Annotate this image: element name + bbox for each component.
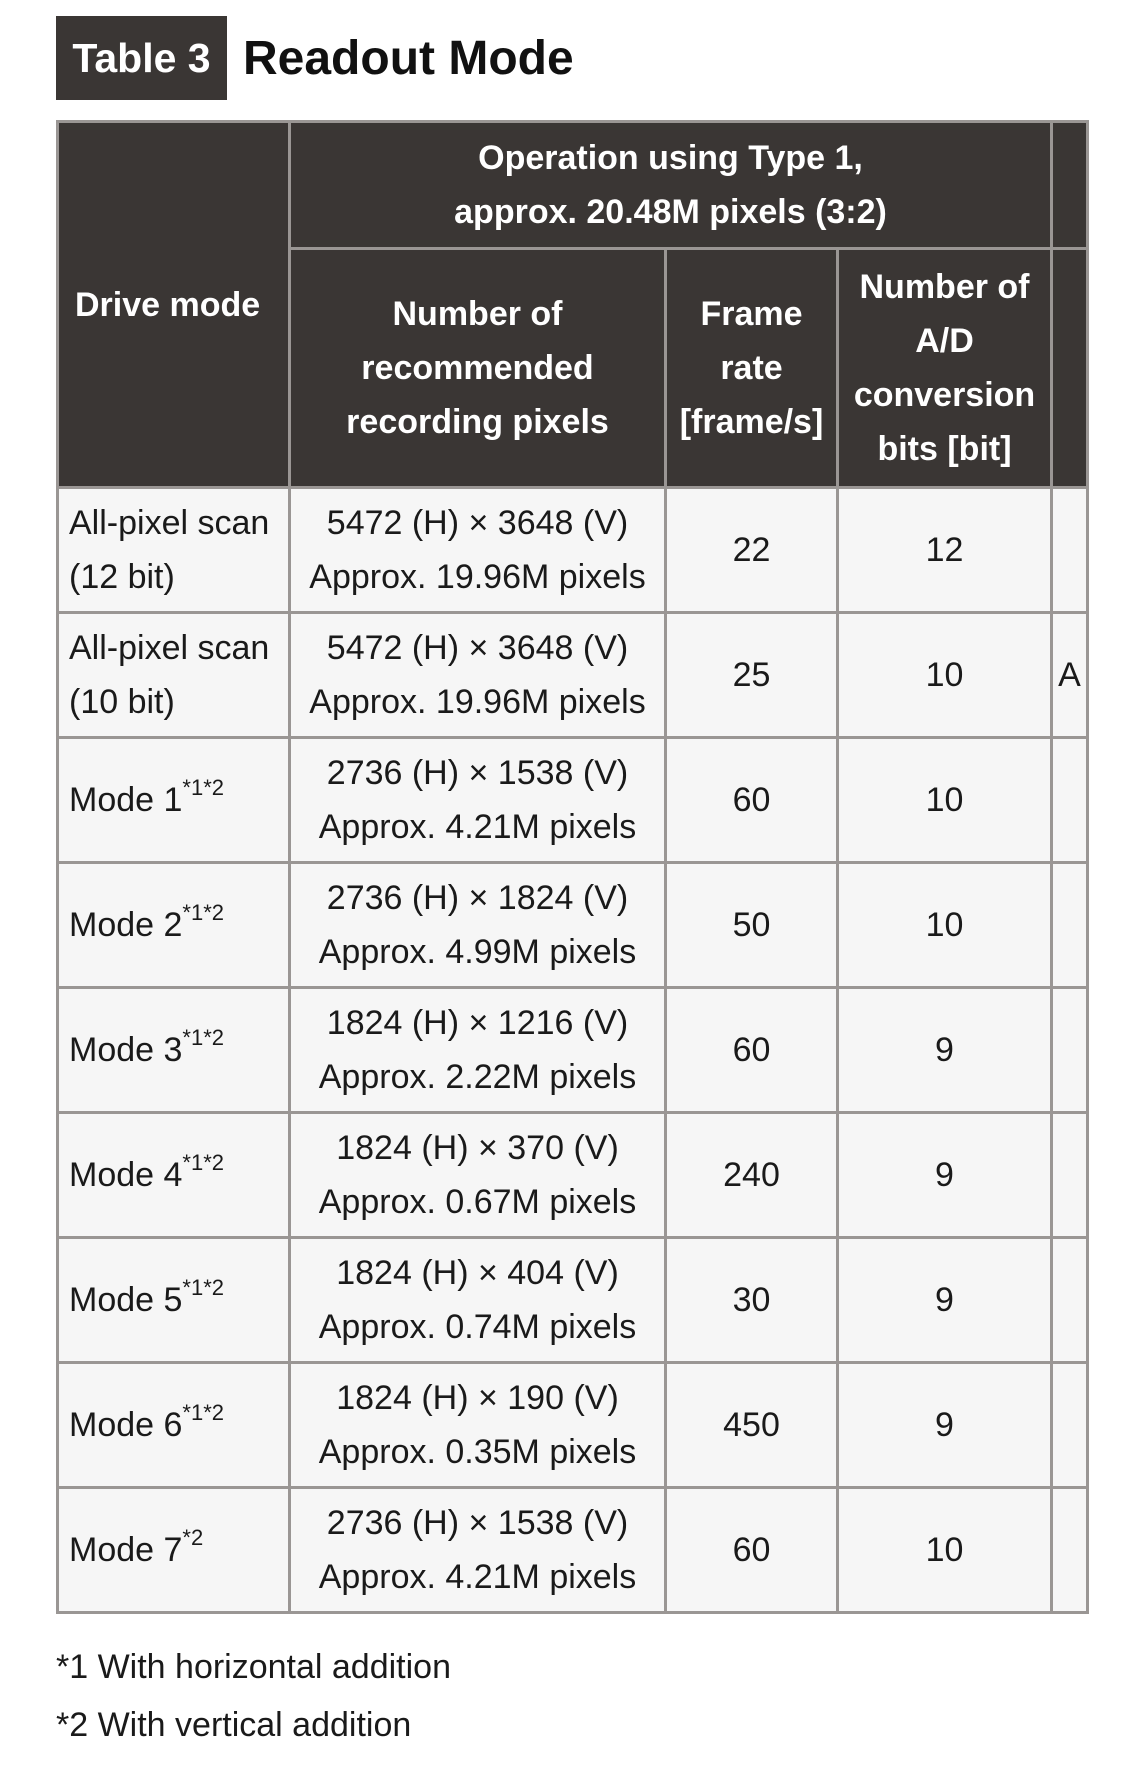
header-ad-bits-line4: bits [bit] [877,430,1012,468]
header-ad-bits-line2: A/D [915,322,974,360]
cell-frame-rate: 240 [666,1113,838,1238]
pixel-dimensions: 1824 (H) × 1216 (V) [326,1004,629,1042]
cell-drive-mode [58,613,290,738]
table-title [56,16,574,100]
header-row-top [58,122,1088,249]
footnotes [56,1638,451,1754]
header-rec-pixels-line1: Number of [392,295,563,333]
cell-recording-pixels [290,1363,666,1488]
pixel-dimensions: 5472 (H) × 3648 (V) [326,504,629,542]
table-title-text: Readout Mode [243,31,574,85]
readout-mode-table-container[interactable] [56,120,1081,1640]
header-ad-bits [838,249,1052,488]
table-row [58,1113,1088,1238]
cell-drive-mode [58,988,290,1113]
footnote-2: *2 With vertical addition [56,1706,412,1744]
cell-drive-mode [58,738,290,863]
cell-frame-rate: 30 [666,1238,838,1363]
header-rec-pixels-line2: recommended [361,349,594,387]
drive-mode-label: All-pixel scan [69,504,270,542]
header-next-column-cut-sub [1052,249,1088,488]
pixel-dimensions: 1824 (H) × 190 (V) [336,1379,619,1417]
pixel-count: Approx. 19.96M pixels [309,558,646,596]
cell-ad-bits: 10 [838,613,1052,738]
header-frame-rate-line2: rate [720,349,783,387]
cell-next-column-cut [1052,988,1088,1113]
header-rec-pixels-line3: recording pixels [346,403,609,441]
cell-ad-bits: 9 [838,1363,1052,1488]
pixel-count: Approx. 19.96M pixels [309,683,646,721]
cell-next-column-cut [1052,863,1088,988]
drive-mode-label: All-pixel scan [69,629,270,667]
header-ad-bits-line1: Number of [859,268,1030,306]
drive-mode-label: Mode 1 [69,781,183,819]
cell-drive-mode [58,1488,290,1613]
table-row [58,613,1088,738]
cell-drive-mode [58,1363,290,1488]
footnote-1: *1 With horizontal addition [56,1648,452,1686]
pixel-dimensions: 1824 (H) × 370 (V) [336,1129,619,1167]
pixel-count: Approx. 0.67M pixels [318,1183,637,1221]
cell-ad-bits: 9 [838,1238,1052,1363]
drive-mode-label: Mode 6 [69,1406,183,1444]
header-next-column-cut [1052,122,1088,249]
header-frame-rate-line3: [frame/s] [679,403,824,441]
cell-recording-pixels [290,1488,666,1613]
drive-mode-label: Mode 3 [69,1031,183,1069]
table-row [58,1238,1088,1363]
cell-next-column-cut [1052,1238,1088,1363]
readout-mode-table [56,120,1089,1614]
table-row [58,988,1088,1113]
footnote-ref: *1*2 [182,1400,224,1425]
cell-frame-rate: 60 [666,1488,838,1613]
pixel-count: Approx. 4.21M pixels [318,1558,637,1596]
drive-mode-label: Mode 4 [69,1156,183,1194]
pixel-count: Approx. 0.74M pixels [318,1308,637,1346]
cell-next-column-cut [1052,1363,1088,1488]
footnote-ref: *1*2 [182,1025,224,1050]
cell-next-column-cut [1052,1488,1088,1613]
table-number-badge: Table 3 [56,16,227,100]
cell-drive-mode [58,863,290,988]
table-row [58,1488,1088,1613]
cell-drive-mode [58,488,290,613]
table-row [58,1363,1088,1488]
header-drive-mode: Drive mode [58,122,290,488]
cell-frame-rate: 60 [666,738,838,863]
pixel-count: Approx. 0.35M pixels [318,1433,637,1471]
header-ad-bits-line3: conversion [853,376,1036,414]
header-operation-line1: Operation using Type 1, [478,139,863,177]
drive-mode-label: Mode 7 [69,1531,183,1569]
header-operation-line2: approx. 20.48M pixels (3:2) [454,193,887,231]
cell-recording-pixels [290,488,666,613]
cell-ad-bits: 9 [838,988,1052,1113]
footnote-ref: *1*2 [182,775,224,800]
cell-next-column-cut [1052,738,1088,863]
footnote-ref: *1*2 [182,1275,224,1300]
drive-mode-label: Mode 5 [69,1281,183,1319]
cell-recording-pixels [290,1238,666,1363]
footnote-ref: *1*2 [182,1150,224,1175]
cell-drive-mode [58,1238,290,1363]
cell-frame-rate: 25 [666,613,838,738]
pixel-dimensions: 2736 (H) × 1824 (V) [326,879,629,917]
cell-ad-bits: 9 [838,1113,1052,1238]
cell-recording-pixels [290,738,666,863]
cell-frame-rate: 60 [666,988,838,1113]
cell-ad-bits: 10 [838,1488,1052,1613]
pixel-count: Approx. 2.22M pixels [318,1058,637,1096]
cell-frame-rate: 450 [666,1363,838,1488]
pixel-count: Approx. 4.99M pixels [318,933,637,971]
table-row [58,863,1088,988]
drive-mode-bitdepth: (12 bit) [69,558,175,596]
table-row [58,738,1088,863]
footnote-ref: *2 [182,1525,204,1550]
cell-ad-bits: 12 [838,488,1052,613]
header-recording-pixels [290,249,666,488]
cell-ad-bits: 10 [838,738,1052,863]
cell-ad-bits: 10 [838,863,1052,988]
pixel-dimensions: 2736 (H) × 1538 (V) [326,754,629,792]
footnote-ref: *1*2 [182,900,224,925]
cell-next-column-cut [1052,488,1088,613]
cell-recording-pixels [290,613,666,738]
cell-recording-pixels [290,1113,666,1238]
cell-recording-pixels [290,863,666,988]
pixel-count: Approx. 4.21M pixels [318,808,637,846]
cell-recording-pixels [290,988,666,1113]
cell-frame-rate: 22 [666,488,838,613]
pixel-dimensions: 5472 (H) × 3648 (V) [326,629,629,667]
header-operation [290,122,1052,249]
cell-next-column-cut [1052,1113,1088,1238]
header-frame-rate [666,249,838,488]
header-frame-rate-line1: Frame [700,295,803,333]
pixel-dimensions: 1824 (H) × 404 (V) [336,1254,619,1292]
table-row [58,488,1088,613]
drive-mode-bitdepth: (10 bit) [69,683,175,721]
table-body [58,488,1088,1613]
cell-drive-mode [58,1113,290,1238]
table-header [58,122,1088,488]
drive-mode-label: Mode 2 [69,906,183,944]
cell-frame-rate: 50 [666,863,838,988]
pixel-dimensions: 2736 (H) × 1538 (V) [326,1504,629,1542]
cell-next-column-cut: A [1052,613,1088,738]
